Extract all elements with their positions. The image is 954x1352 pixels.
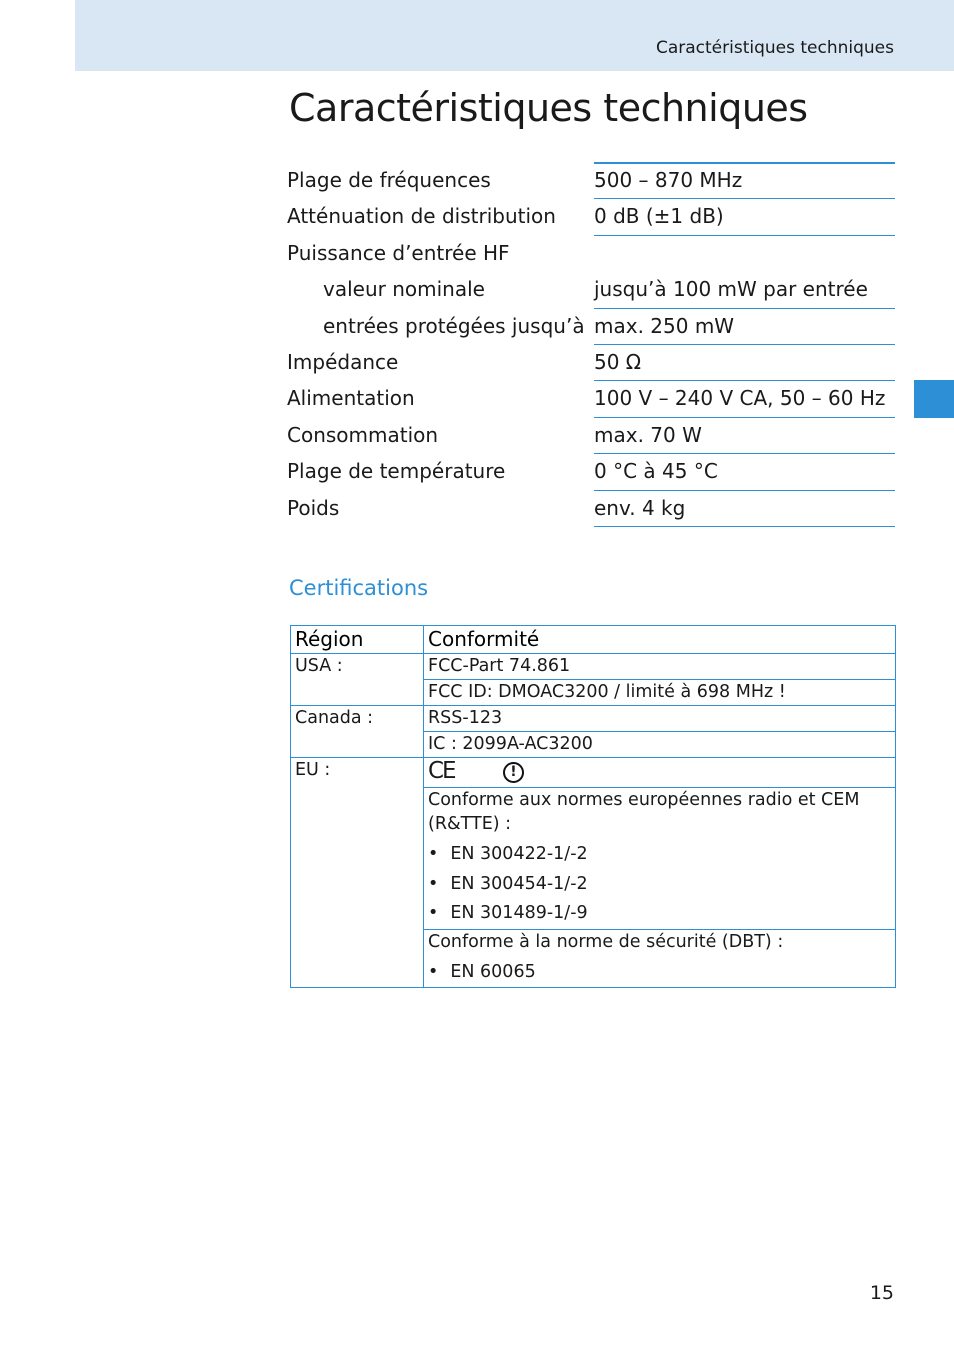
- page-number: 15: [869, 1282, 894, 1304]
- list-item: • EN 300454-1/-2: [428, 870, 891, 900]
- column-header-region: Région: [291, 626, 424, 654]
- spec-label: Poids: [287, 495, 340, 520]
- spec-value: 50 Ω: [594, 345, 895, 381]
- spec-label: valeur nominale: [323, 277, 485, 302]
- spec-row: [287, 418, 895, 454]
- spec-row: [287, 309, 895, 345]
- list-item: • EN 60065: [428, 958, 891, 988]
- spec-value: 0 dB (±1 dB): [594, 199, 895, 235]
- table-row: [291, 706, 896, 732]
- list-item: • EN 301489-1/-9: [428, 899, 891, 929]
- ce-mark-icon: CE: [428, 758, 455, 784]
- page-title: Caractéristiques techniques: [289, 86, 808, 130]
- spec-label: Plage de fréquences: [287, 168, 491, 192]
- table-row: [291, 654, 896, 680]
- spec-value: env. 4 kg: [594, 491, 895, 527]
- table-row: [291, 758, 896, 788]
- spec-row: [287, 199, 895, 235]
- spec-value: 0 °C à 45 °C: [594, 454, 895, 490]
- conformity-cell: [424, 788, 896, 930]
- alert-mark-icon: !: [503, 762, 524, 783]
- spec-row: [287, 381, 895, 417]
- spec-row: [287, 236, 895, 272]
- spec-value: max. 250 mW: [594, 309, 895, 345]
- safety-norms-list: [428, 958, 891, 988]
- safety-conformity-text: Conforme à la norme de sécurité (DBT) :: [428, 931, 784, 952]
- conformity-cell: [424, 929, 896, 988]
- region-cell-eu: EU :: [291, 758, 424, 988]
- conformity-marks: [428, 758, 891, 787]
- conformity-marks-cell: [424, 758, 896, 788]
- certifications-table: [290, 625, 896, 988]
- spec-row: [287, 491, 895, 527]
- spec-label: Consommation: [287, 422, 439, 447]
- spec-label: entrées protégées jusqu’à: [323, 313, 585, 338]
- spec-value: jusqu’à 100 mW par entrée: [594, 272, 895, 308]
- spec-value: 500 – 870 MHz: [594, 163, 895, 199]
- certifications-heading: Certifications: [289, 576, 429, 600]
- specs-list: [287, 163, 895, 527]
- spec-row: [287, 454, 895, 490]
- spec-row: [287, 163, 895, 199]
- spec-row: [287, 272, 895, 308]
- column-header-conformity: Conformité: [424, 626, 896, 654]
- spec-value: [594, 236, 895, 272]
- spec-value: max. 70 W: [594, 418, 895, 454]
- spec-value: 100 V – 240 V CA, 50 – 60 Hz: [594, 381, 895, 417]
- chapter-tab-marker: [914, 380, 954, 418]
- conformity-cell: RSS-123: [424, 706, 896, 732]
- conformity-cell: FCC-Part 74.861: [424, 654, 896, 680]
- table-header-row: [291, 626, 896, 654]
- spec-row: [287, 345, 895, 381]
- spec-label: Alimentation: [287, 386, 415, 411]
- radio-norms-list: [428, 840, 891, 929]
- header-band: [75, 0, 954, 71]
- spec-label: Impédance: [287, 349, 399, 374]
- spec-label: Puissance d’entrée HF: [287, 240, 510, 265]
- spec-label: Atténuation de distribution: [287, 204, 556, 229]
- conformity-cell: FCC ID: DMOAC3200 / limité à 698 MHz !: [424, 680, 896, 706]
- running-header: Caractéristiques techniques: [655, 38, 894, 58]
- region-cell-usa: USA :: [291, 654, 424, 706]
- region-cell-canada: Canada :: [291, 706, 424, 758]
- radio-conformity-text: Conforme aux normes européennes radio et CEM (R&TTE) :: [428, 790, 860, 834]
- spec-label: Plage de température: [287, 459, 506, 484]
- list-item: • EN 300422-1/-2: [428, 840, 891, 870]
- conformity-cell: IC : 2099A-AC3200: [424, 732, 896, 758]
